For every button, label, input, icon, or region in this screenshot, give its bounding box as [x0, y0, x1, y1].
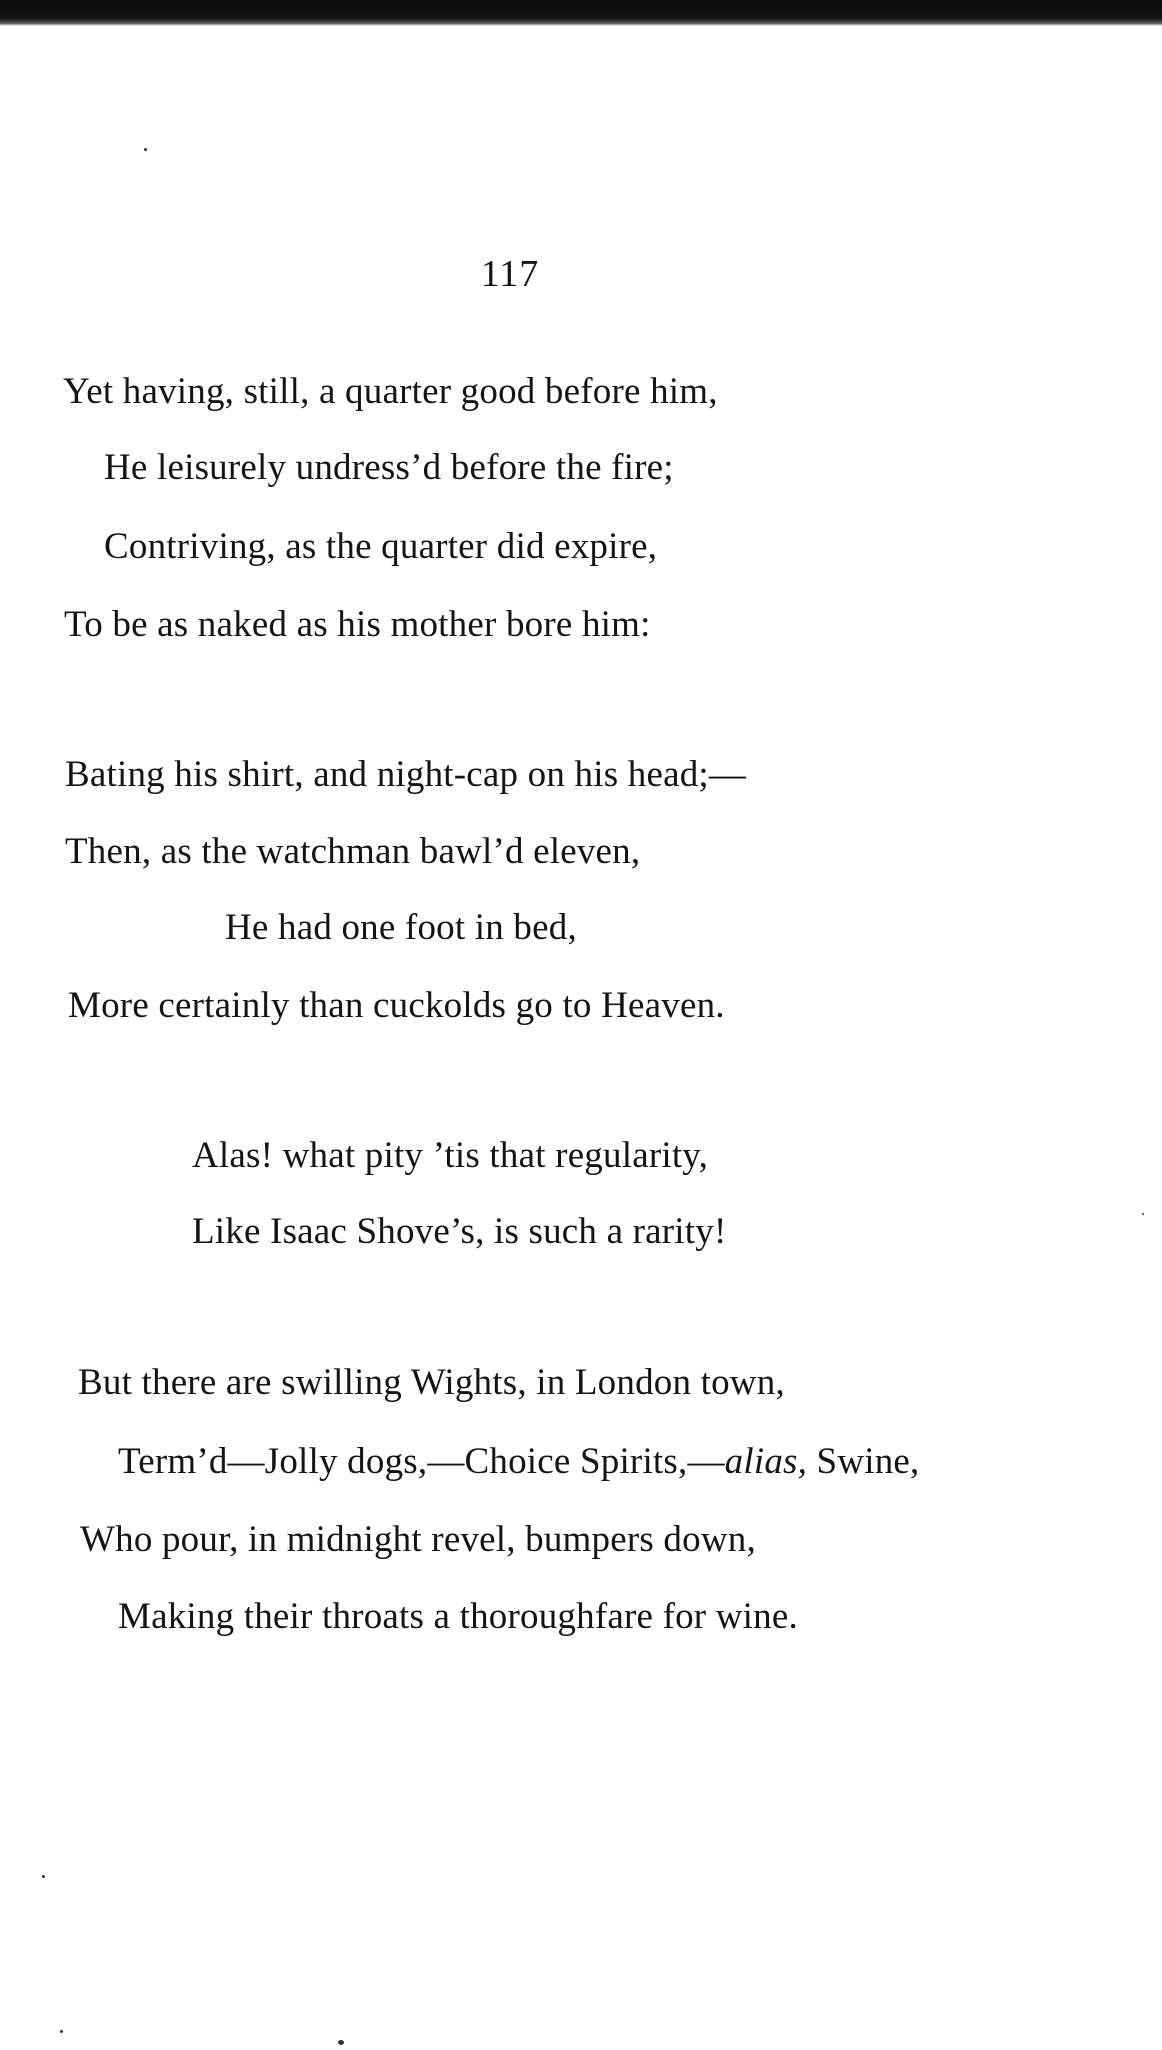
- poem-line-3-2: Like Isaac Shove’s, is such a rarity!: [192, 1211, 727, 1252]
- poem-line-1-4: To be as naked as his mother bore him:: [64, 604, 651, 645]
- scan-speck: [60, 2030, 63, 2033]
- scan-speck: [1142, 1213, 1144, 1215]
- page-number: 117: [480, 253, 540, 295]
- poem-line-2-4: More certainly than cuckolds go to Heaven.: [68, 985, 725, 1026]
- poem-line-4-2-roman-end: Swine,: [807, 1441, 920, 1482]
- poem-line-2-2: Then, as the watchman bawl’d eleven,: [65, 831, 641, 872]
- poem-line-4-1: But there are swilling Wights, in London town,: [78, 1362, 785, 1403]
- poem-line-4-2-roman: Term’d—Jolly dogs,—Choice Spirits,—: [118, 1441, 725, 1482]
- poem-line-4-3: Who pour, in midnight revel, bumpers down,: [80, 1519, 756, 1560]
- poem-line-1-3: Contriving, as the quarter did expire,: [104, 526, 658, 567]
- scan-top-edge: [0, 0, 1162, 26]
- poem-line-4-2-italic: alias,: [724, 1441, 808, 1482]
- scan-speck: [338, 2040, 344, 2045]
- poem-line-4-4: Making their throats a thoroughfare for wine.: [118, 1596, 798, 1637]
- poem-line-1-1: Yet having, still, a quarter good before him,: [63, 371, 718, 412]
- poem-line-2-1: Bating his shirt, and night-cap on his head;—: [65, 754, 747, 795]
- poem-line-2-3: He had one foot in bed,: [225, 907, 577, 948]
- poem-line-3-1: Alas! what pity ’tis that regularity,: [192, 1135, 709, 1176]
- scan-speck: [144, 148, 147, 151]
- scan-speck: [42, 1875, 45, 1878]
- poem-line-4-2: [118, 1440, 920, 1484]
- poem-line-1-2: He leisurely undress’d before the fire;: [104, 447, 674, 488]
